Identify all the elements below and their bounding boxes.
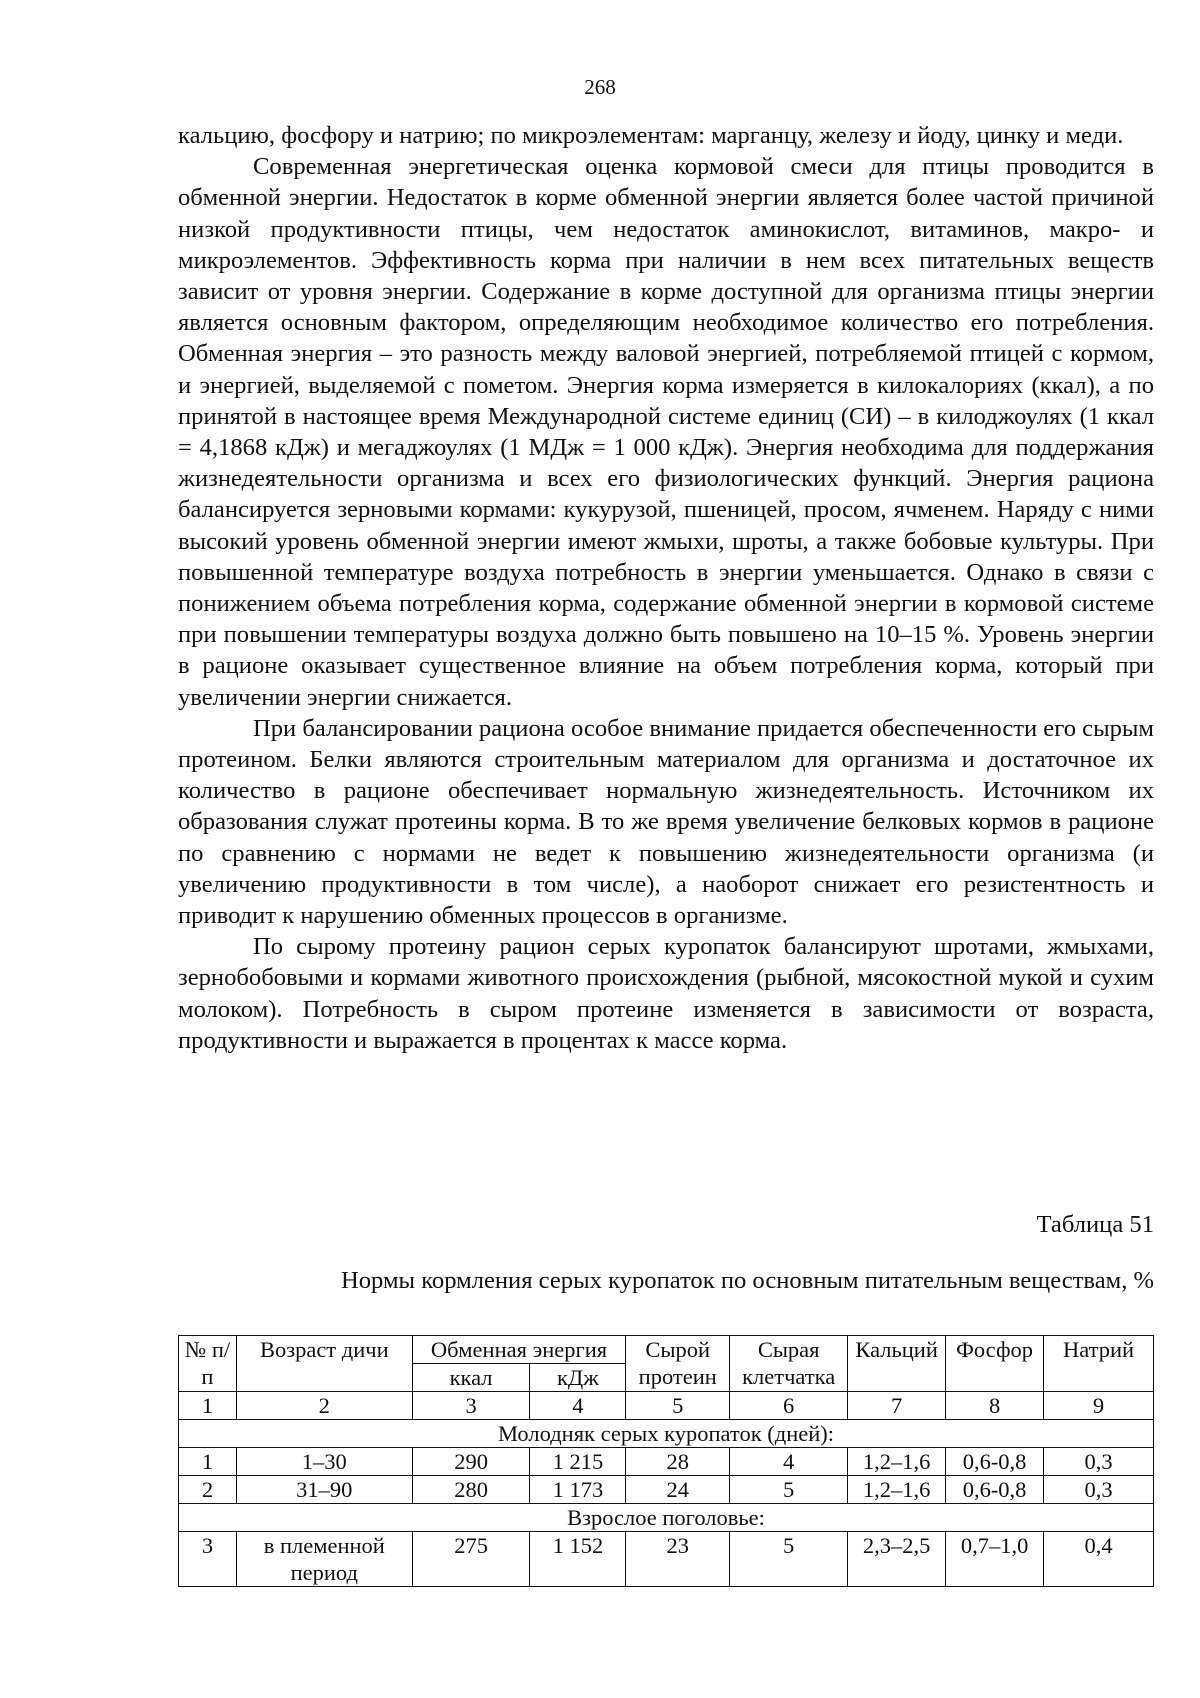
cell-num: 3 xyxy=(179,1532,237,1587)
paragraph-4: По сырому протеину рацион серых куропаток балансируют шротами, жмыхами, зернобобовыми и кормами животного происхождения (рыбной, мясокостной мукой и сухим молоком). Потребность в сыром протеине изменяется в зависимости от возраста, продуктивности и выражается в процентах к массе корма. xyxy=(178,933,1154,1054)
header-sodium: Натрий xyxy=(1044,1336,1154,1392)
col-number: 9 xyxy=(1044,1392,1154,1420)
header-kcal: ккал xyxy=(412,1364,530,1392)
table-row xyxy=(179,1448,1154,1476)
cell-fiber: 4 xyxy=(730,1448,848,1476)
nutrition-norms-table xyxy=(178,1335,1154,1587)
cell-num: 2 xyxy=(179,1476,237,1504)
cell-protein: 24 xyxy=(626,1476,730,1504)
col-number: 3 xyxy=(412,1392,530,1420)
cell-fiber: 5 xyxy=(730,1476,848,1504)
col-number: 7 xyxy=(848,1392,946,1420)
cell-kj: 1 152 xyxy=(530,1532,626,1587)
cell-kj: 1 173 xyxy=(530,1476,626,1504)
section-adult-label: Взрослое поголовье: xyxy=(179,1504,1154,1532)
header-num: № п/п xyxy=(179,1336,237,1392)
cell-phosphorus: 0,6-0,8 xyxy=(946,1476,1044,1504)
cell-kcal: 280 xyxy=(412,1476,530,1504)
paragraph-1: кальцию, фосфору и натрию; по микроэлементам: марганцу, железу и йоду, цинку и меди. xyxy=(178,122,1124,149)
table-header-row-1 xyxy=(179,1336,1154,1364)
table-row xyxy=(179,1532,1154,1587)
table-caption: Таблица 51 xyxy=(1036,1211,1154,1238)
col-number: 4 xyxy=(530,1392,626,1420)
section-row-young xyxy=(179,1420,1154,1448)
header-protein: Сырой протеин xyxy=(626,1336,730,1392)
paragraph-3: При балансировании рациона особое внимание придается обеспеченности его сырым протеином. Белки являются строительным материалом для организма и достаточное их количество в рационе обеспечивает нормальную жизнедеятельность. Источником их образования служат протеины корма. В то же время увеличение белковых кормов в рационе по сравнению с нормами не ведет к повышению жизнедеятельности организма (и увеличению продуктивности в том числе), а наоборот снижает его резистентность и приводит к нарушению обменных процессов в организме. xyxy=(178,714,1154,930)
cell-sodium: 0,3 xyxy=(1044,1448,1154,1476)
cell-kj: 1 215 xyxy=(530,1448,626,1476)
cell-protein: 23 xyxy=(626,1532,730,1587)
cell-phosphorus: 0,6-0,8 xyxy=(946,1448,1044,1476)
cell-age: 1–30 xyxy=(236,1448,412,1476)
cell-calcium: 1,2–1,6 xyxy=(848,1476,946,1504)
cell-num: 1 xyxy=(179,1448,237,1476)
header-age: Возраст дичи xyxy=(236,1336,412,1392)
col-number: 6 xyxy=(730,1392,848,1420)
col-number: 5 xyxy=(626,1392,730,1420)
col-number: 8 xyxy=(946,1392,1044,1420)
cell-phosphorus: 0,7–1,0 xyxy=(946,1532,1044,1587)
page-number: 268 xyxy=(584,75,616,99)
cell-age: 31–90 xyxy=(236,1476,412,1504)
header-phosphorus: Фосфор xyxy=(946,1336,1044,1392)
cell-fiber: 5 xyxy=(730,1532,848,1587)
cell-sodium: 0,4 xyxy=(1044,1532,1154,1587)
section-row-adult xyxy=(179,1504,1154,1532)
cell-calcium: 2,3–2,5 xyxy=(848,1532,946,1587)
table-row xyxy=(179,1476,1154,1504)
cell-age: в племенной период xyxy=(236,1532,412,1587)
cell-sodium: 0,3 xyxy=(1044,1476,1154,1504)
table-column-numbers-row xyxy=(179,1392,1154,1420)
col-number: 1 xyxy=(179,1392,237,1420)
header-fiber: Сырая клетчатка xyxy=(730,1336,848,1392)
cell-kcal: 275 xyxy=(412,1532,530,1587)
col-number: 2 xyxy=(236,1392,412,1420)
table-title: Нормы кормления серых куропаток по основным питательным веществам, % xyxy=(341,1267,1154,1294)
cell-calcium: 1,2–1,6 xyxy=(848,1448,946,1476)
section-young-label: Молодняк серых куропаток (дней): xyxy=(179,1420,1154,1448)
cell-kcal: 290 xyxy=(412,1448,530,1476)
body-text xyxy=(178,120,1154,1056)
paragraph-2: Современная энергетическая оценка кормовой смеси для птицы проводится в обменной энергии. Недостаток в корме обменной энергии является более частой причиной низкой продуктивности птицы, чем недостаток аминокислот, витаминов, макро- и микроэлементов. Эффективность корма при наличии в нем всех питательных веществ зависит от уровня энергии. Содержание в корме доступной для организма птицы энергии является основным фактором, определяющим необходимое количество его потребления. Обменная энергия – это разность между валовой энергией, потребляемой птицей с кормом, и энергией, выделяемой с пометом. Энергия корма измеряется в килокалориях (ккал), а по принятой в настоящее время Международной системе единиц (СИ) – в килоджоулях (1 ккал = 4,1868 кДж) и мегаджоулях (1 МДж = 1 000 кДж). Энергия необходима для поддержания жизнедеятельности организма и всех его физиологических функций. Энергия рациона балансируется зерновыми кормами: кукурузой, пшеницей, просом, ячменем. Наряду с ними высокий уровень обменной энергии имеют жмыхи, шроты, а также бобовые культуры. При повышенной температуре воздуха потребность в энергии уменьшается. Однако в связи с понижением объема потребления корма, содержание обменной энергии в кормовой системе при повышении температуры воздуха должно быть повышено на 10–15 %. Уровень энергии в рационе оказывает существенное влияние на объем потребления корма, который при увеличении энергии снижается. xyxy=(178,153,1154,711)
cell-protein: 28 xyxy=(626,1448,730,1476)
header-energy: Обменная энергия xyxy=(412,1336,626,1364)
header-calcium: Кальций xyxy=(848,1336,946,1392)
header-kj: кДж xyxy=(530,1364,626,1392)
